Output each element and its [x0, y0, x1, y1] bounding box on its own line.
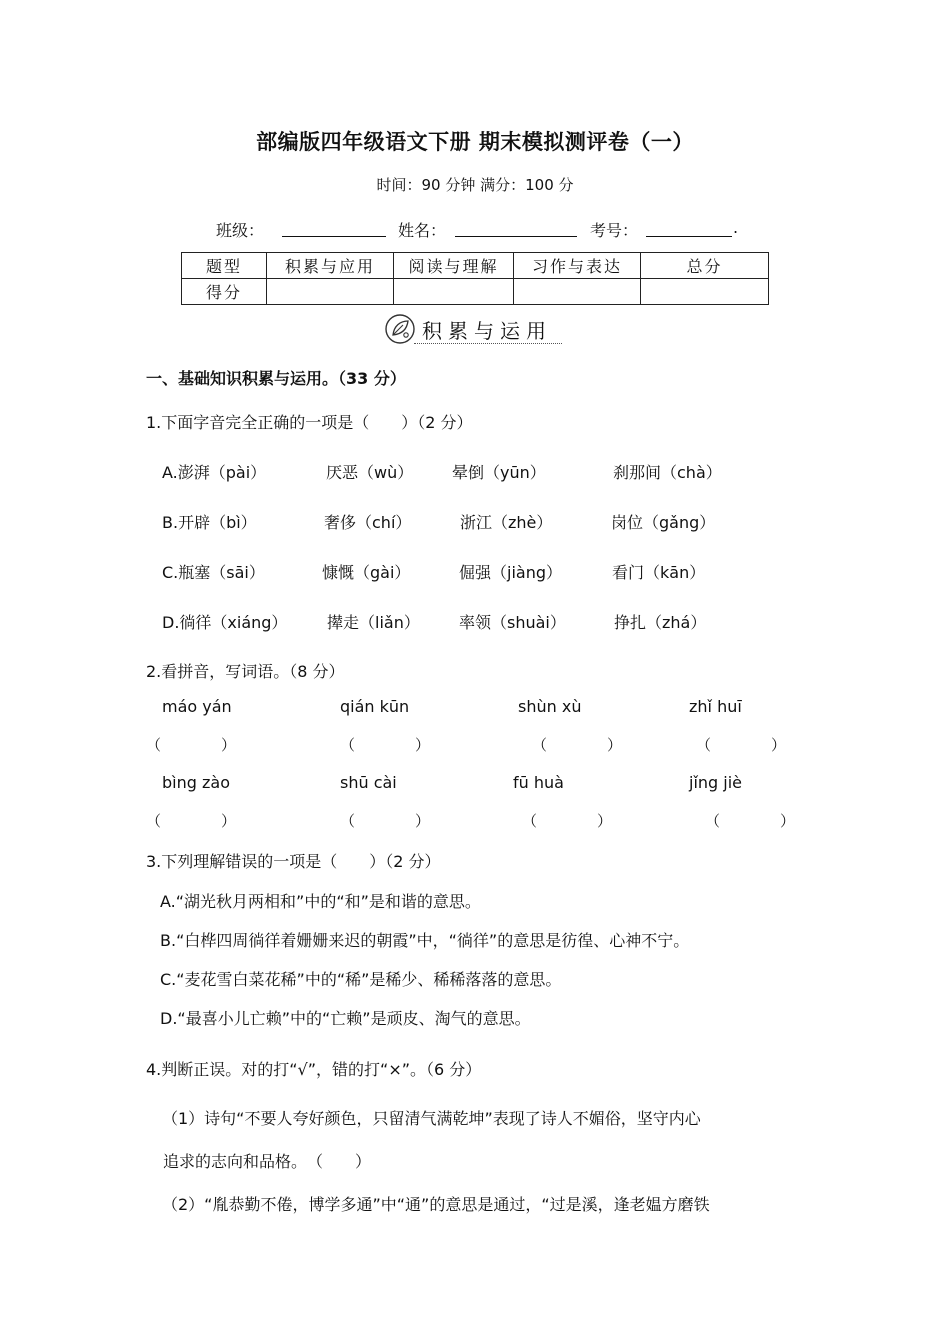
question-2-stem: 2.看拼音，写词语。（8 分）	[146, 662, 345, 681]
score-cell[interactable]	[514, 279, 641, 305]
q2-answer-blank[interactable]: （ ）	[340, 812, 431, 830]
banner-underline	[414, 343, 562, 344]
q2-pinyin: jǐng jiè	[689, 773, 743, 792]
q4-item-1: （1）诗句“不要人夸好颜色，只留清气满乾坤”表现了诗人不媚俗，坚守内心	[162, 1109, 701, 1128]
q1-option-b-1: B.开辟（bì）	[162, 513, 257, 532]
score-table-header: 习作与表达	[514, 253, 641, 279]
q2-answer-blank[interactable]: （ ）	[705, 812, 796, 830]
q2-pinyin: bìng zào	[162, 773, 230, 792]
score-table-header: 题型	[182, 253, 267, 279]
class-field[interactable]	[282, 220, 386, 237]
score-cell[interactable]	[394, 279, 514, 305]
section-title: 一、基础知识积累与运用。（33 分）	[146, 369, 406, 388]
q1-option-a-1: A.澎湃（pài）	[162, 463, 267, 482]
question-3-stem: 3.下列理解错误的一项是（ ）（2 分）	[146, 852, 441, 871]
leaf-circle-icon	[384, 313, 416, 345]
q1-option-a-2: 厌恶（wù）	[326, 463, 414, 482]
q1-option-b-2: 奢侈（chí）	[324, 513, 412, 532]
question-4-stem: 4.判断正误。对的打“√”，错的打“×”。（6 分）	[146, 1060, 482, 1079]
q2-pinyin: shū cài	[340, 773, 397, 792]
q1-option-c-1: C.瓶塞（sāi）	[162, 563, 265, 582]
q3-option-d: D.“最喜小儿亡赖”中的“亡赖”是顽皮、淘气的意思。	[160, 1009, 531, 1028]
q1-option-c-4: 看门（kān）	[612, 563, 706, 582]
score-table-header-row	[182, 253, 769, 279]
question-1-stem: 1.下面字音完全正确的一项是（ ）（2 分）	[146, 413, 473, 432]
q2-answer-blank[interactable]: （ ）	[146, 736, 237, 754]
q2-answer-blank[interactable]: （ ）	[696, 736, 787, 754]
name-label: 姓名：	[398, 221, 447, 240]
name-field[interactable]	[455, 220, 577, 237]
q2-answer-blank[interactable]: （ ）	[340, 736, 431, 754]
q1-option-a-3: 晕倒（yūn）	[452, 463, 546, 482]
q2-pinyin: qián kūn	[340, 697, 410, 716]
q3-option-c: C.“麦花雪白菜花稀”中的“稀”是稀少、稀稀落落的意思。	[160, 970, 562, 989]
q1-option-d-2: 撵走（liǎn）	[327, 613, 420, 632]
page-title: 部编版四年级语文下册 期末模拟测评卷（一）	[256, 130, 694, 154]
q3-option-b: B.“白桦四周徜徉着姗姗来迟的朝霞”中，“徜徉”的意思是彷徨、心神不宁。	[160, 931, 690, 950]
exam-subtitle: 时间：90 分钟 满分：100 分	[376, 176, 574, 194]
score-cell[interactable]	[641, 279, 769, 305]
q1-option-c-2: 慷慨（gài）	[322, 563, 411, 582]
q2-pinyin: zhǐ huī	[689, 697, 742, 716]
q2-pinyin: shùn xù	[518, 697, 582, 716]
q1-option-c-3: 倔强（jiàng）	[459, 563, 562, 582]
q4-item-1-cont: 追求的志向和品格。 （ ）	[163, 1152, 372, 1171]
q1-option-d-1: D.徜徉（xiáng）	[162, 613, 288, 632]
score-row-label: 得分	[182, 279, 267, 305]
number-field[interactable]	[646, 220, 732, 237]
score-table-row	[182, 279, 769, 305]
number-label: 考号：	[590, 221, 639, 240]
score-table-header: 积累与应用	[267, 253, 394, 279]
q2-pinyin: máo yán	[162, 697, 232, 716]
q4-item-2: （2）“胤恭勤不倦，博学多通”中“通”的意思是通过，“过是溪，逢老媪方磨铁	[162, 1195, 710, 1214]
class-label: 班级：	[216, 221, 265, 240]
score-cell[interactable]	[267, 279, 394, 305]
score-table-header: 阅读与理解	[394, 253, 514, 279]
q1-option-d-3: 率领（shuài）	[459, 613, 566, 632]
q2-answer-blank[interactable]: （ ）	[522, 812, 613, 830]
q2-answer-blank[interactable]: （ ）	[532, 736, 623, 754]
q3-option-a: A.“湖光秋月两相和”中的“和”是和谐的意思。	[160, 892, 481, 911]
q1-option-a-4: 刹那间（chà）	[613, 463, 722, 482]
score-table-header: 总分	[641, 253, 769, 279]
q2-pinyin: fū huà	[513, 773, 564, 792]
q1-option-b-3: 浙江（zhè）	[460, 513, 553, 532]
q2-answer-blank[interactable]: （ ）	[146, 812, 237, 830]
q1-option-d-4: 挣扎（zhá）	[614, 613, 707, 632]
q1-option-b-4: 岗位（gǎng）	[611, 513, 716, 532]
banner-text: 积累与运用	[422, 319, 552, 343]
number-end: .	[733, 218, 739, 237]
score-table	[181, 252, 769, 305]
